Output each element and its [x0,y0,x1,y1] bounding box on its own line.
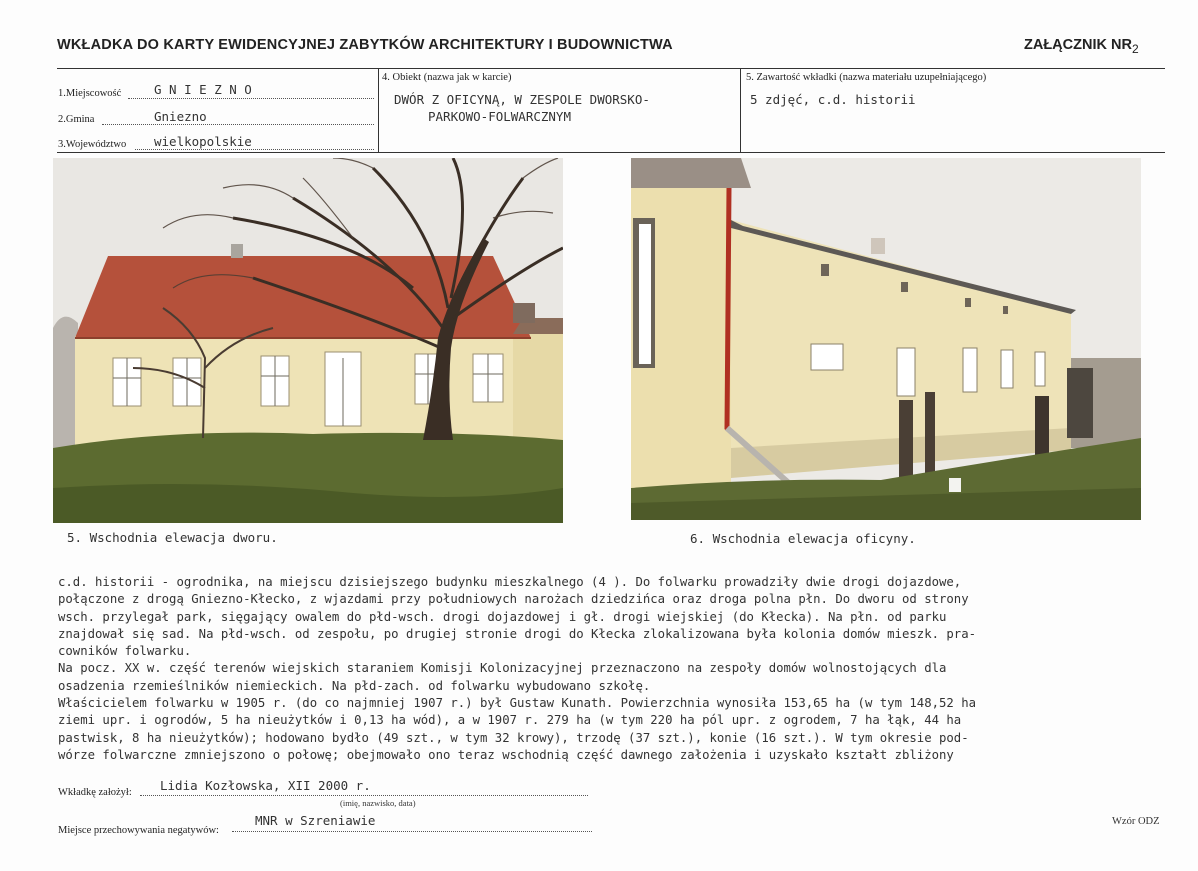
photo-caption-left: 5. Wschodnia elewacja dworu. [67,530,278,545]
text-line: c.d. historii - ogrodnika, na miejscu dzisiejszego budynku mieszkalnego (4 ). Do folwarku prowadziły dwie drogi dojazdowe, [58,575,962,589]
miejscowosc-label: 1.Miejscowość [58,88,122,99]
annex-number: ZAŁĄCZNIK $NR_2$ [1024,37,1139,56]
gmina-dots [102,124,374,125]
zalozyl-hint: (imię, nazwisko, data) [340,798,416,808]
gmina-value: Gniezno [154,109,207,124]
przechowywanie-label: Miejsce przechowywania negatywów: [58,825,219,836]
text-line: wórze folwarczne zmniejszono o połowę; obejmowało ono teraz wschodnią część dawnego założenia i uzyskało kształt zbliżony [58,747,954,762]
wojewodztwo-dots [135,149,374,150]
text-line: pastwisk, 8 ha nieużytków); hodowano bydło (49 szt., w tym 32 krowy), trzodę (37 szt.), konie (16 szt.). W tym okresie pod- [58,730,969,745]
wojewodztwo-label: 3.Województwo [58,139,127,150]
header-top-rule [57,68,1165,69]
text-line: cowników folwarku. [58,644,192,659]
column-divider [378,68,379,152]
column-divider [740,68,741,152]
photo-manor-east-elevation [53,158,563,523]
text-line: znajdował się sad. Na płd-wsch. od zespołu, po drugiej stronie drogi do Kłecka zlokalizowana była kolonia domów mieszk. pra- [58,626,977,641]
przechowywanie-dots [232,831,592,832]
obiekt-label: 4. Obiekt (nazwa jak w karcie) [382,72,512,83]
header-bottom-rule [57,152,1165,153]
photo-caption-right: 6. Wschodnia elewacja oficyny. [690,531,916,546]
miejscowosc-dots [128,98,374,99]
text-line: ziemi upr. i ogrodów, 5 ha nieużytków i 0,13 ha wód), a w 1907 r. 279 ha (w tym 220 ha pól upr. z ogrodem, 7 ha łąk, 44 ha [58,713,962,728]
przechowywanie-value: MNR w Szreniawie [255,813,376,828]
obiekt-value-line2: PARKOWO-FOLWARCZNYM [428,109,571,124]
gmina-label: 2.Gmina [58,114,95,125]
wojewodztwo-value: wielkopolskie [154,134,252,149]
obiekt-value-line1: DWÓR Z OFICYNĄ, W ZESPOLE DWORSKO- [394,92,650,107]
text-line: połączone z drogą Gniezno-Kłecko, z wjazdami przy południowych narożach dziedzińca oraz droga polna płn. Do dworu od strony [58,592,969,607]
text-line: Na pocz. XX w. część terenów wiejskich staraniem Komisji Kolonizacyjnej przeznaczono na zespoły domów wolnostojących dla [58,661,947,676]
text-line: wsch. przylegał park, sięgający owalem do płd-wsch. drogi dojazdowej i gł. drogi wiejskiej (do Kłecka). Na płn. od parku [58,609,947,624]
zalozyl-label: Wkładkę założył: [58,787,132,798]
zawartosc-value: 5 zdjęć, c.d. historii [750,92,916,107]
document-title: WKŁADKA DO KARTY EWIDENCYJNEJ ZABYTKÓW ARCHITEKTURY I BUDOWNICTWA [57,37,673,53]
zalozyl-value: Lidia Kozłowska, XII 2000 r. [160,778,371,793]
form-template-id: Wzór ODZ [1112,816,1160,827]
miejscowosc-value: G N I E Z N O [154,82,252,97]
text-line: osadzenia rzemieślników niemieckich. Na płd-zach. od folwarku wybudowano szkołę. [58,678,651,693]
photo-outbuilding-east-elevation [631,158,1141,520]
history-continuation-text [58,574,1138,764]
text-line: Właścicielem folwarku w 1905 r. (do co najmniej 1907 r.) był Gustaw Kunath. Powierzchnia wynosiła 153,65 ha (w tym 148,52 ha [58,696,977,711]
zalozyl-dots [140,795,588,796]
zawartosc-label: 5. Zawartość wkładki (nazwa materiału uzupełniającego) [746,72,987,83]
